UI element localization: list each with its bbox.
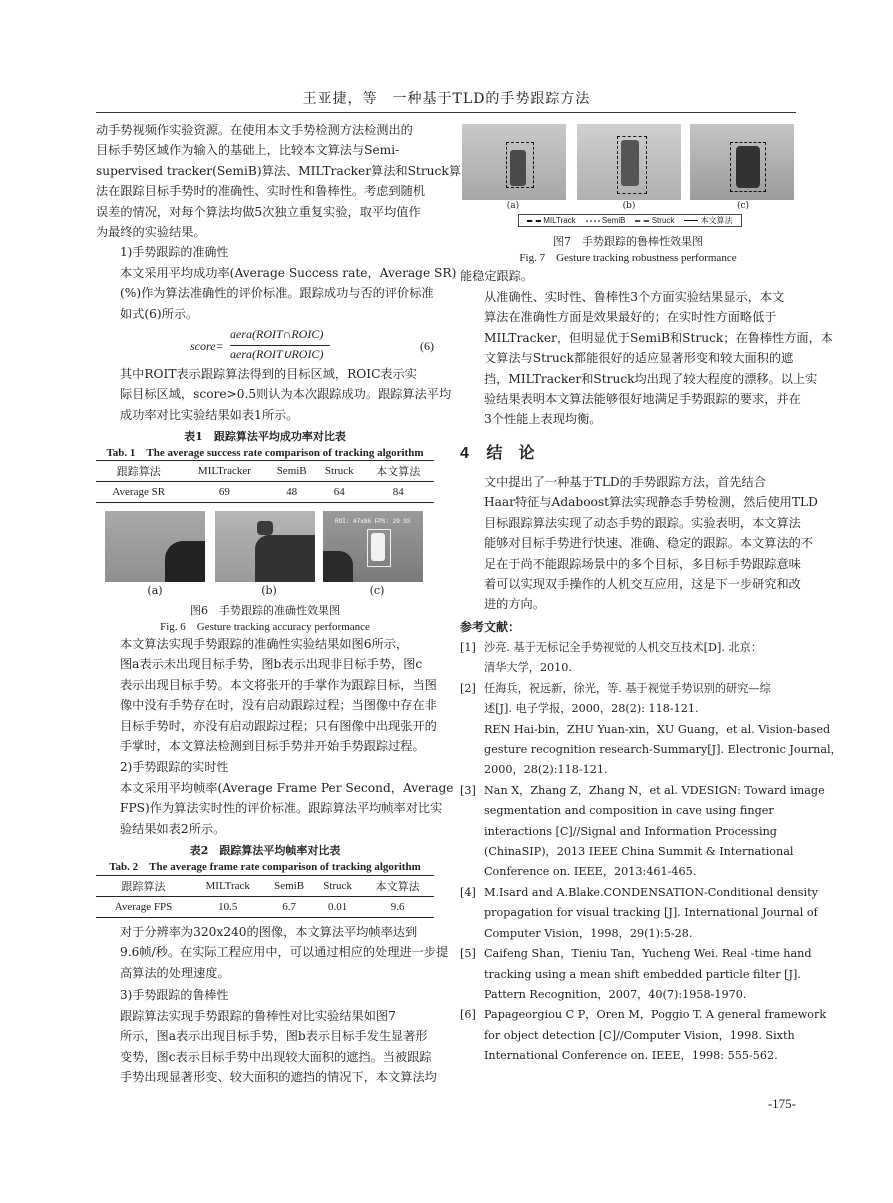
reference-line: interactions [C]//Signal and Information Processing bbox=[484, 824, 777, 838]
text-line: MILTracker，但明显优于SemiB和Struck；在鲁棒性方面，本 bbox=[484, 330, 833, 345]
reference-line: Papageorgiou C P，Oren M，Poggio T. A general framework bbox=[484, 1008, 827, 1022]
arm-shape bbox=[255, 535, 315, 582]
page-number: -175- bbox=[767, 1096, 796, 1111]
fig6-label-c: (c) bbox=[369, 584, 385, 597]
roi-paragraph bbox=[96, 364, 452, 425]
reference-line: tracking using a mean shift embedded particle filter [J]. bbox=[484, 967, 801, 981]
conclusion-paragraph bbox=[460, 472, 818, 615]
reference-number: [3] bbox=[460, 783, 476, 797]
reference-item bbox=[460, 679, 842, 781]
fist-shape bbox=[257, 521, 273, 535]
legend-item bbox=[684, 215, 732, 226]
legend-line-icon bbox=[586, 220, 600, 222]
reference-number: [5] bbox=[460, 947, 476, 961]
tracker-overlay-text: ROI: 47x86 FPS: 20 SS bbox=[335, 518, 411, 525]
subheading-accuracy: 1)手势跟踪的准确性 bbox=[120, 245, 229, 259]
reference-item bbox=[460, 944, 812, 1005]
text-line: 能稳定跟踪。 bbox=[460, 269, 534, 283]
reference-item bbox=[460, 781, 825, 883]
reference-line: 任海兵，祝远新，徐光，等. 基于视觉手势识别的研究—综 bbox=[484, 681, 771, 695]
table2-header-row bbox=[96, 876, 434, 897]
table-header-cell: SemiB bbox=[264, 876, 313, 897]
reference-line: segmentation and composition in cave using finger bbox=[484, 804, 774, 818]
table-cell: 64 bbox=[316, 482, 363, 503]
text-line: 足在于尚不能跟踪场景中的多个目标，多目标手势跟踪意味 bbox=[484, 556, 801, 571]
legend-line-icon bbox=[684, 220, 698, 221]
reference-number: [4] bbox=[460, 885, 476, 899]
table-header-cell: SemiB bbox=[267, 461, 316, 482]
reference-line: Conference on. IEEE，2013:461-465. bbox=[484, 865, 697, 879]
text-line: 高算法的处理速度。 bbox=[120, 965, 230, 980]
text-line: Haar特征与Adaboost算法实现静态手势检测，然后使用TLD bbox=[484, 495, 818, 510]
table-cell: 48 bbox=[267, 482, 316, 503]
table2-data-row bbox=[96, 897, 434, 918]
table1-header-row bbox=[96, 461, 434, 482]
reference-line: REN Hai-bin，ZHU Yuan-xin，XU Guang，et al. Vision-based bbox=[484, 722, 831, 736]
text-line: 本文采用平均帧率(Average Frame Per Second，Average bbox=[120, 781, 454, 795]
person-silhouette bbox=[165, 541, 205, 582]
text-line: 验结果如表2所示。 bbox=[120, 821, 226, 836]
reference-line: 2000，28(2):118-121. bbox=[484, 763, 608, 777]
text-line: 误差的情况，对每个算法均做5次独立重复实验，取平均值作 bbox=[96, 204, 421, 219]
fig7-label-a: (a) bbox=[506, 201, 520, 211]
legend-label: MILTrack bbox=[543, 216, 576, 225]
legend-item bbox=[635, 216, 674, 225]
table-cell: 0.01 bbox=[314, 897, 361, 918]
table2 bbox=[96, 875, 434, 918]
reference-line: Caifeng Shan，Tieniu Tan，Yucheng Wei. Real -time hand bbox=[484, 947, 812, 961]
fps-paragraph bbox=[96, 922, 449, 983]
tracking-box bbox=[730, 142, 766, 192]
text-line: 所示，图a表示出现目标手势，图b表示目标手发生显著形 bbox=[120, 1029, 428, 1044]
fig6-label-b: (b) bbox=[261, 584, 277, 597]
subheading-robustness: 3)手势跟踪的鲁棒性 bbox=[120, 988, 229, 1002]
legend-line-icon bbox=[527, 220, 541, 222]
legend-item bbox=[527, 216, 576, 225]
intro-paragraph bbox=[96, 120, 461, 242]
subheading-realtime: 2)手势跟踪的实时性 bbox=[120, 760, 229, 774]
text-line: 跟踪算法实现手势跟踪的鲁棒性对比实验结果如图7 bbox=[120, 1009, 396, 1023]
table-header-cell: Struck bbox=[314, 876, 361, 897]
fig7-label-b: (b) bbox=[622, 201, 636, 211]
reference-number: [1] bbox=[460, 641, 476, 654]
table2-title-en: Tab. 2 The average frame rate comparison of tracking algorithm bbox=[109, 861, 421, 873]
table-cell: Average FPS bbox=[96, 897, 191, 918]
summary-paragraph bbox=[460, 287, 833, 430]
continued-paragraph bbox=[460, 266, 796, 286]
legend-label: Struck bbox=[651, 216, 675, 225]
text-line: 际目标区域，score>0.5则认为本次跟踪成功。跟踪算法平均 bbox=[120, 387, 452, 402]
text-line: 目标跟踪算法实现了动态手势的跟踪。实验表明，本文算法 bbox=[484, 515, 801, 530]
reference-line: (ChinaSIP)，2013 IEEE China Summit & International bbox=[484, 845, 794, 859]
person-silhouette bbox=[323, 551, 353, 582]
section-heading bbox=[460, 440, 535, 463]
text-line: 挡，MILTracker和Struck均出现了较大程度的漂移。以上实 bbox=[484, 371, 818, 386]
legend-item bbox=[586, 216, 626, 225]
table-cell: 6.7 bbox=[264, 897, 313, 918]
text-line: 法在跟踪目标手势时的准确性、实时性和鲁棒性。考虑到随机 bbox=[96, 184, 426, 199]
fig6-description bbox=[96, 634, 437, 756]
robustness-paragraph bbox=[96, 1006, 437, 1088]
reference-line: for object detection [C]//Computer Vision，1998. Sixth bbox=[484, 1028, 795, 1042]
table-header-cell: MILTracker bbox=[181, 461, 267, 482]
tracking-box bbox=[506, 142, 534, 188]
fig7-image-b bbox=[577, 124, 681, 200]
text-line: 目标手势时，亦没有启动跟踪过程；只有图像中出现张开的 bbox=[120, 718, 437, 733]
text-line: 其中ROIT表示跟踪算法得到的目标区域，ROIC表示实 bbox=[120, 367, 417, 381]
text-line: 成功率对比实验结果如表1所示。 bbox=[120, 407, 299, 422]
formula-lhs: score= bbox=[190, 339, 224, 353]
open-palm-shape bbox=[371, 533, 385, 561]
reference-line: 沙亮. 基于无标记全手势视觉的人机交互技术[D]. 北京： bbox=[484, 641, 763, 654]
table1-data-row bbox=[96, 482, 434, 503]
fig7-image-c bbox=[690, 124, 794, 200]
text-line: (%)作为算法准确性的评价标准。跟踪成功与否的评价标准 bbox=[120, 286, 434, 301]
fig6-image-a bbox=[105, 511, 205, 582]
fig6-caption-cn: 图6 手势跟踪的准确性效果图 bbox=[190, 604, 340, 617]
text-line: 3个性能上表现均衡。 bbox=[484, 412, 602, 427]
text-line: 从准确性、实时性、鲁棒性3个方面实验结果显示，本文 bbox=[484, 290, 785, 304]
text-line: 动手势视频作实验资源。在使用本文手势检测方法检测出的 bbox=[96, 123, 413, 137]
header-rule bbox=[96, 112, 796, 113]
text-line: 手势出现显著形变、较大面积的遮挡的情况下，本文算法均 bbox=[120, 1070, 437, 1085]
reference-item bbox=[460, 883, 818, 944]
table-cell: 69 bbox=[181, 482, 267, 503]
table-header-cell: 跟踪算法 bbox=[96, 876, 191, 897]
fig6-image-c bbox=[323, 511, 423, 582]
reference-line: propagation for visual tracking [J]. International Journal of bbox=[484, 906, 818, 920]
text-line: 表示出现目标手势。本文将张开的手掌作为跟踪目标，当图 bbox=[120, 677, 437, 692]
text-line: supervised tracker(SemiB)算法、MILTracker算法和Struck算 bbox=[96, 163, 461, 178]
reference-line: gesture recognition research-Summary[J]. Electronic Journal， bbox=[484, 743, 842, 757]
text-line: 着可以实现双手操作的人机交互应用，这是下一步研究和改 bbox=[484, 577, 801, 592]
reference-list bbox=[460, 638, 842, 1067]
tracking-box bbox=[617, 136, 647, 194]
fig7-caption-en: Fig. 7 Gesture tracking robustness performance bbox=[519, 252, 737, 264]
text-line: 验结果表明本文算法能够很好地满足手势跟踪的要求，并在 bbox=[484, 392, 801, 407]
legend-line-icon bbox=[635, 220, 649, 222]
fig6-label-a: (a) bbox=[147, 584, 163, 597]
text-line: FPS)作为算法实时性的评价标准。跟踪算法平均帧率对比实 bbox=[120, 801, 443, 816]
running-header: 王亚捷，等 一种基于TLD的手势跟踪方法 bbox=[302, 91, 591, 107]
formula-numerator: aera(ROIT∩ROIC) bbox=[230, 327, 324, 341]
table1-title-en: Tab. 1 The average success rate comparison of tracking algorithm bbox=[106, 447, 424, 459]
fig7-label-c: (c) bbox=[736, 201, 750, 211]
text-line: 像中没有手势存在时，没有启动跟踪过程；当图像中存在非 bbox=[120, 698, 437, 713]
table-header-cell: Struck bbox=[316, 461, 363, 482]
table-cell: Average SR bbox=[96, 482, 181, 503]
text-line: 目标手势区域作为输入的基础上，比较本文算法与Semi- bbox=[96, 143, 400, 158]
text-line: 对于分辨率为320x240的图像，本文算法平均帧率达到 bbox=[120, 925, 418, 939]
text-line: 文中提出了一种基于TLD的手势跟踪方法，首先结合 bbox=[484, 475, 766, 489]
formula-denominator: aera(ROIT∪ROIC) bbox=[230, 347, 324, 361]
fig7-image-a bbox=[462, 124, 566, 200]
reference-line: Pattern Recognition，2007，40(7):1958-1970. bbox=[484, 987, 747, 1001]
text-line: 如式(6)所示。 bbox=[120, 306, 199, 321]
formula-number: (6) bbox=[420, 339, 434, 353]
reference-line: International Conference on. IEEE，1998: 555-562. bbox=[484, 1049, 778, 1063]
table-header-cell: MILTrack bbox=[191, 876, 264, 897]
text-line: 文算法与Struck都能很好的适应显著形变和较大面积的遮 bbox=[484, 351, 794, 366]
text-line: 手掌时，本文算法检测到目标手势并开始手势跟踪过程。 bbox=[120, 739, 425, 754]
table-header-cell: 本文算法 bbox=[363, 461, 434, 482]
reference-line: Nan X，Zhang Z，Zhang N，et al. VDESIGN: Toward image bbox=[484, 783, 825, 797]
reference-item bbox=[460, 638, 796, 679]
table1-title-cn: 表1 跟踪算法平均成功率对比表 bbox=[184, 430, 346, 443]
reference-line: 清华大学，2010. bbox=[484, 661, 572, 675]
text-line: 能够对目标手势进行快速、准确、稳定的跟踪。本文算法的不 bbox=[484, 536, 814, 551]
references-title: 参考文献： bbox=[460, 620, 521, 634]
table-cell: 84 bbox=[363, 482, 434, 503]
text-line: 进的方向。 bbox=[484, 597, 545, 612]
table-header-cell: 本文算法 bbox=[361, 876, 434, 897]
fig7-legend bbox=[518, 214, 742, 227]
text-line: 图a表示未出现目标手势，图b表示出现非目标手势，图c bbox=[120, 657, 423, 672]
text-line: 本文算法实现手势跟踪的准确性实验结果如图6所示， bbox=[120, 637, 409, 651]
section-number: 4 bbox=[460, 445, 469, 462]
text-line: 本文采用平均成功率(Average Success rate，Average SR) bbox=[120, 266, 457, 280]
section-title: 结 论 bbox=[486, 443, 535, 462]
table-header-cell: 跟踪算法 bbox=[96, 461, 181, 482]
text-line: 算法在准确性方面是效果最好的；在实时性方面略低于 bbox=[484, 310, 777, 325]
reference-line: 述[J]. 电子学报，2000，28(2): 118-121. bbox=[484, 702, 699, 716]
formula-6 bbox=[190, 327, 434, 367]
text-line: 为最终的实验结果。 bbox=[96, 225, 206, 240]
reference-line: Computer Vision，1998，29(1):5-28. bbox=[484, 926, 693, 940]
accuracy-paragraph bbox=[96, 263, 457, 324]
fig6-caption-en: Fig. 6 Gesture tracking accuracy performance bbox=[160, 621, 370, 633]
table1 bbox=[96, 460, 434, 503]
reference-number: [6] bbox=[460, 1008, 476, 1022]
fig7-caption-cn: 图7 手势跟踪的鲁棒性效果图 bbox=[553, 235, 703, 248]
reference-item bbox=[460, 1005, 827, 1066]
table-cell: 10.5 bbox=[191, 897, 264, 918]
realtime-paragraph bbox=[96, 778, 454, 839]
fig6-image-b bbox=[215, 511, 315, 582]
text-line: 9.6帧/秒。在实际工程应用中，可以通过相应的处理进一步提 bbox=[120, 945, 449, 960]
text-line: 变势，图c表示目标手势中出现较大面积的遮挡。当被跟踪 bbox=[120, 1049, 432, 1064]
reference-line: M.Isard and A.Blake.CONDENSATION-Conditional density bbox=[484, 885, 818, 899]
reference-number: [2] bbox=[460, 681, 476, 695]
legend-label: 本文算法 bbox=[700, 216, 733, 225]
legend-label: SemiB bbox=[601, 216, 626, 225]
table2-title-cn: 表2 跟踪算法平均帧率对比表 bbox=[189, 844, 341, 857]
table-cell: 9.6 bbox=[361, 897, 434, 918]
formula-fraction-bar bbox=[230, 345, 330, 346]
